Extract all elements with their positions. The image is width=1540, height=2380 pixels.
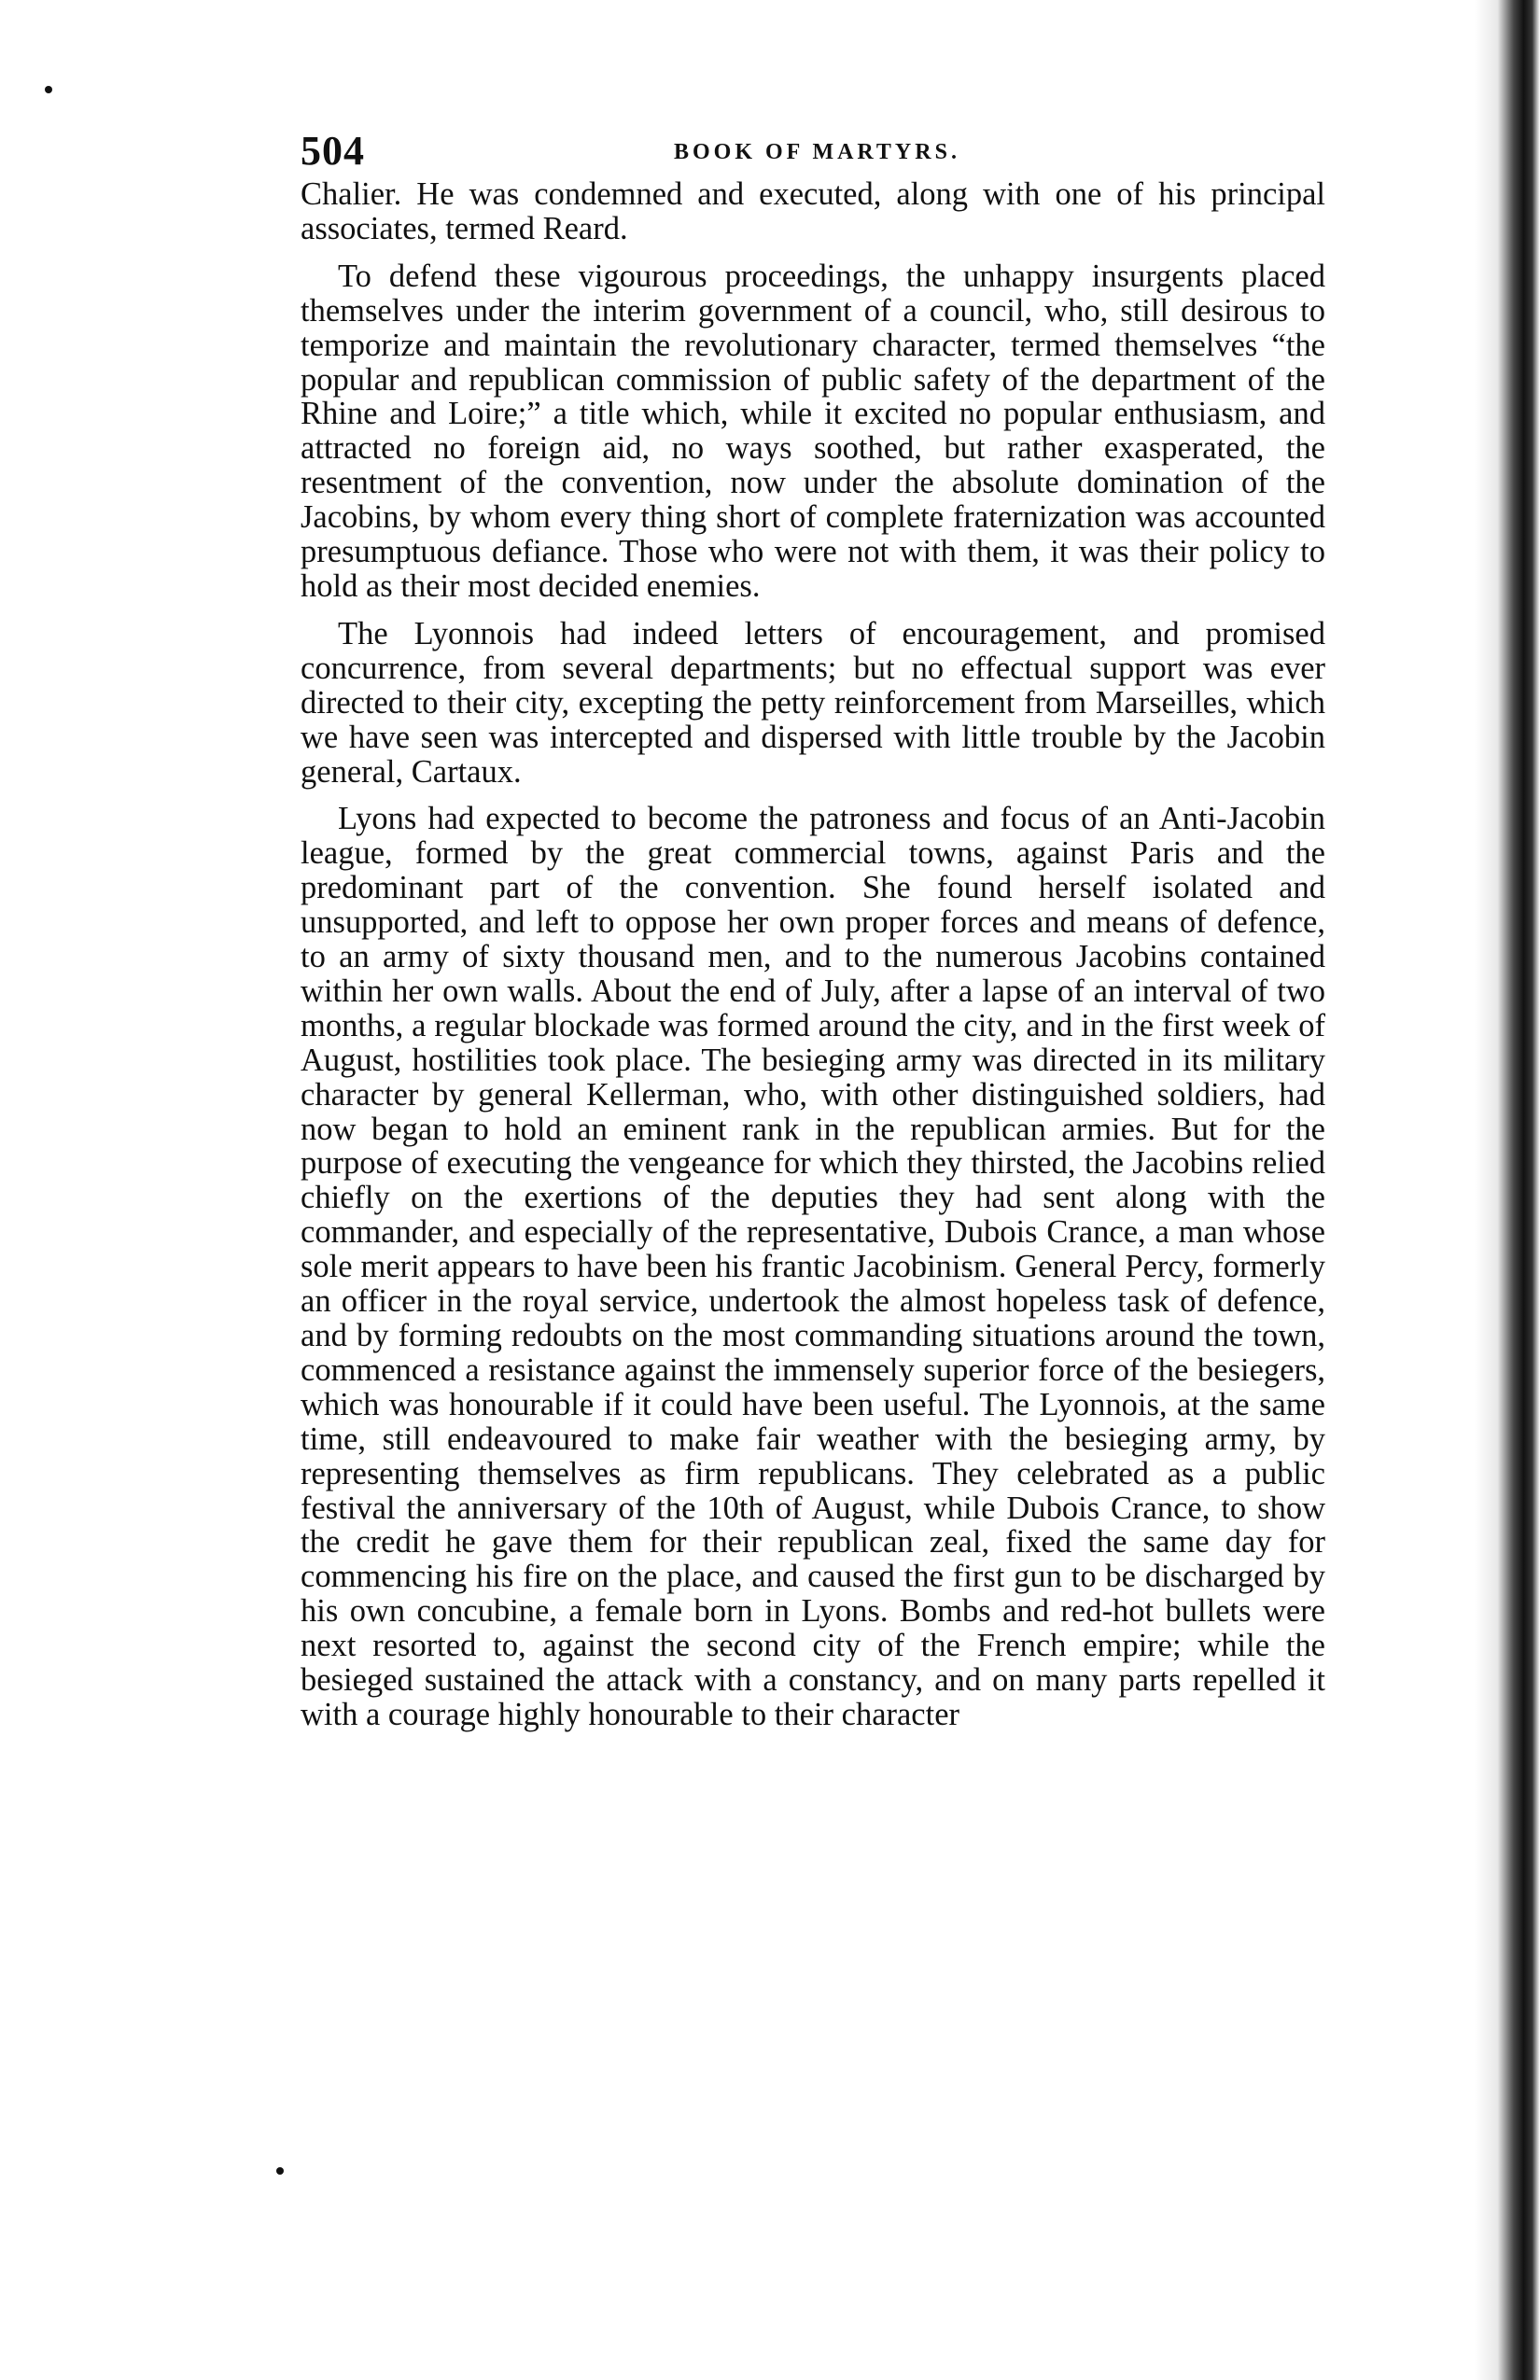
body-text bbox=[301, 177, 1325, 1732]
margin-speck-bottom bbox=[276, 2167, 284, 2175]
page-header bbox=[301, 127, 1327, 174]
paragraph-siege-of-lyons: Lyons had expected to become the patroness and focus of an Anti-Jacobin league, formed by the great commercial towns, against Paris and the predominant part of the convention. She found herself isolated and unsupported, and left to oppose her own proper forces and means of defence, to an army of sixty thousand men, and to the numerous Jacobins contained within her own walls. About the end of July, after a lapse of an interval of two months, a regular blockade was formed around the city, and in the first week of August, hostilities took place. The besieging army was directed in its military character by general Kellerman, who, with other distinguished soldiers, had now began to hold an eminent rank in the republican armies. But for the purpose of executing the vengeance for which they thirsted, the Jacobins relied chiefly on the exertions of the deputies they had sent along with the commander, and especially of the representative, Dubois Crance, a man whose sole merit appears to have been his frantic Jacobinism. General Percy, formerly an officer in the royal service, undertook the almost hopeless task of defence, and by forming redoubts on the most commanding situations around the town, commenced a resistance against the immensely superior force of the besiegers, which was honourable if it could have been useful. The Lyonnois, at the same time, still endeavoured to make fair weather with the besieging army, by representing themselves as firm republicans. They celebrated as a public festival the anniversary of the 10th of August, while Dubois Crance, to show the credit he gave them for their republican zeal, fixed the same day for commencing his fire on the place, and caused the first gun to be discharged by his own concubine, a female born in Lyons. Bombs and red-hot bullets were next resorted to, against the second city of the French empire; while the besieged sustained the attack with a constancy, and on many parts repelled it with a courage highly honourable to their character bbox=[301, 801, 1325, 1732]
binding-edge-shadow bbox=[1475, 0, 1540, 2380]
running-title: BOOK OF MARTYRS. bbox=[674, 140, 960, 164]
margin-speck-top bbox=[45, 86, 52, 93]
page-number: 504 bbox=[301, 128, 365, 174]
paragraph-lyonnois-letters: The Lyonnois had indeed letters of encouragement, and promised concurrence, from several departments; but no effectual support was ever directed to their city, excepting the petty reinforcement from Marseilles, which we have seen was intercepted and dispersed with little trouble by the Jacobin general, Cartaux. bbox=[301, 615, 1325, 790]
paragraph-continued: Chalier. He was condemned and executed, along with one of his principal associates, termed Reard. bbox=[301, 176, 1325, 246]
paragraph-interim-government: To defend these vigourous proceedings, the unhappy insurgents placed themselves under the interim government of a council, who, still desirous to temporize and maintain the revolutionary character, termed themselves “the popular and republican commission of public safety of the department of the Rhine and Loire;” a title which, while it excited no popular enthusiasm, and attracted no foreign aid, no ways soothed, but rather exasperated, the resentment of the convention, now under the absolute domination of the Jacobins, by whom every thing short of complete fraternization was accounted presumptuous defiance. Those who were not with them, it was their policy to hold as their most decided enemies. bbox=[301, 258, 1325, 604]
